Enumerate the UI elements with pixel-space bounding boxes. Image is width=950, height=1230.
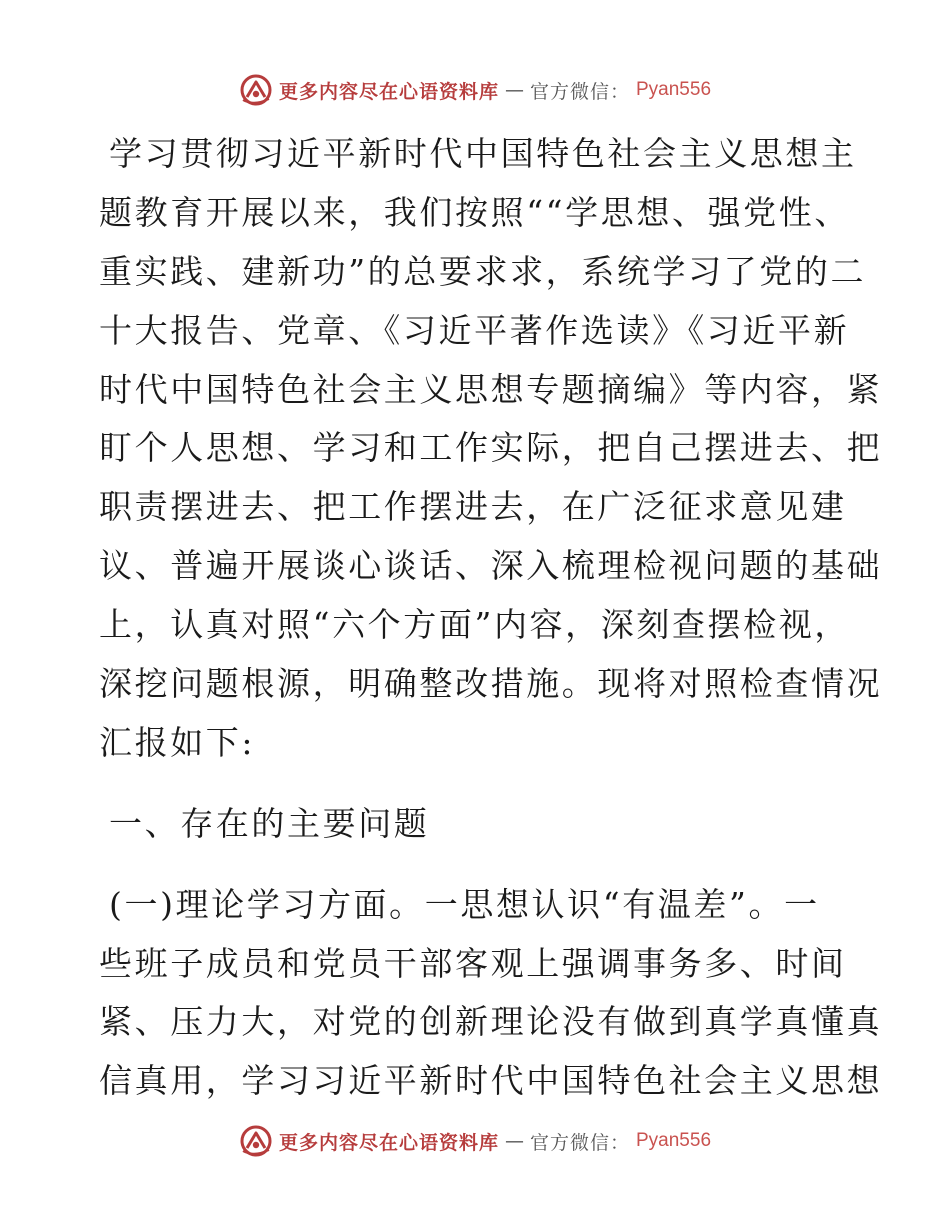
paragraph-line: 学习贯彻习近平新时代中国特色社会主义思想主 [109,134,857,173]
paragraph-line: 些班子成员和党员干部客观上强调事务多、时间 [99,943,847,983]
banner-contact-label: 官方微信： [529,80,630,103]
banner-contact-label: 官方微信： [529,1131,630,1154]
intro-paragraph [99,125,883,773]
paragraph-line: 职责摆进去、把工作摆进去，在广泛征求意见建 [99,487,847,527]
banner-title: 更多内容尽在心语资料库 [278,1131,499,1154]
paragraph-gap [99,854,854,876]
paragraph-line: 信真用，学习习近平新时代中国特色社会主义思想 [99,1061,883,1101]
paragraph-line: 紧、压力大，对党的创新理论没有做到真学真懂真 [99,1002,883,1042]
paragraph-line: 深挖问题根源，明确整改措施。现将对照检查情况 [99,664,883,704]
banner-separator: — [504,1130,524,1152]
footer-banner [0,1121,950,1161]
document-body [99,125,883,1111]
brand-logo-icon [239,73,273,107]
paragraph-line: 汇报如下: [99,722,256,762]
section-heading: 一、存在的主要问题 [109,803,430,843]
header-banner [0,70,950,110]
paragraph-line: 时代中国特色社会主义思想专题摘编》等内容，紧 [99,369,883,409]
brand-logo-icon [239,1124,273,1158]
banner-separator: — [504,79,524,101]
paragraph-line: 盯个人思想、学习和工作实际，把自己摆进去、把 [99,428,883,468]
paragraph-gap [99,773,854,795]
paragraph-line: 重实践、建新功”的总要求求，系统学习了党的二 [99,251,867,291]
banner-title: 更多内容尽在心语资料库 [278,80,499,103]
paragraph-line: 上，认真对照“六个方面”内容，深刻查摆检视， [99,605,850,645]
banner-contact-id: Pyan556 [636,1130,712,1151]
paragraph-line: 题教育开展以来，我们按照““学思想、强党性、 [99,192,850,232]
paragraph-line: 十大报告、党章、《习近平著作选读》《习近平新 [99,310,850,350]
subsection-paragraph [99,876,883,1112]
banner-contact-id: Pyan556 [636,79,712,100]
paragraph-line: 议、普遍开展谈心谈话、深入梳理检视问题的基础 [99,546,883,586]
paragraph-line: (一)理论学习方面。一思想认识“有温差”。一 [109,884,820,924]
